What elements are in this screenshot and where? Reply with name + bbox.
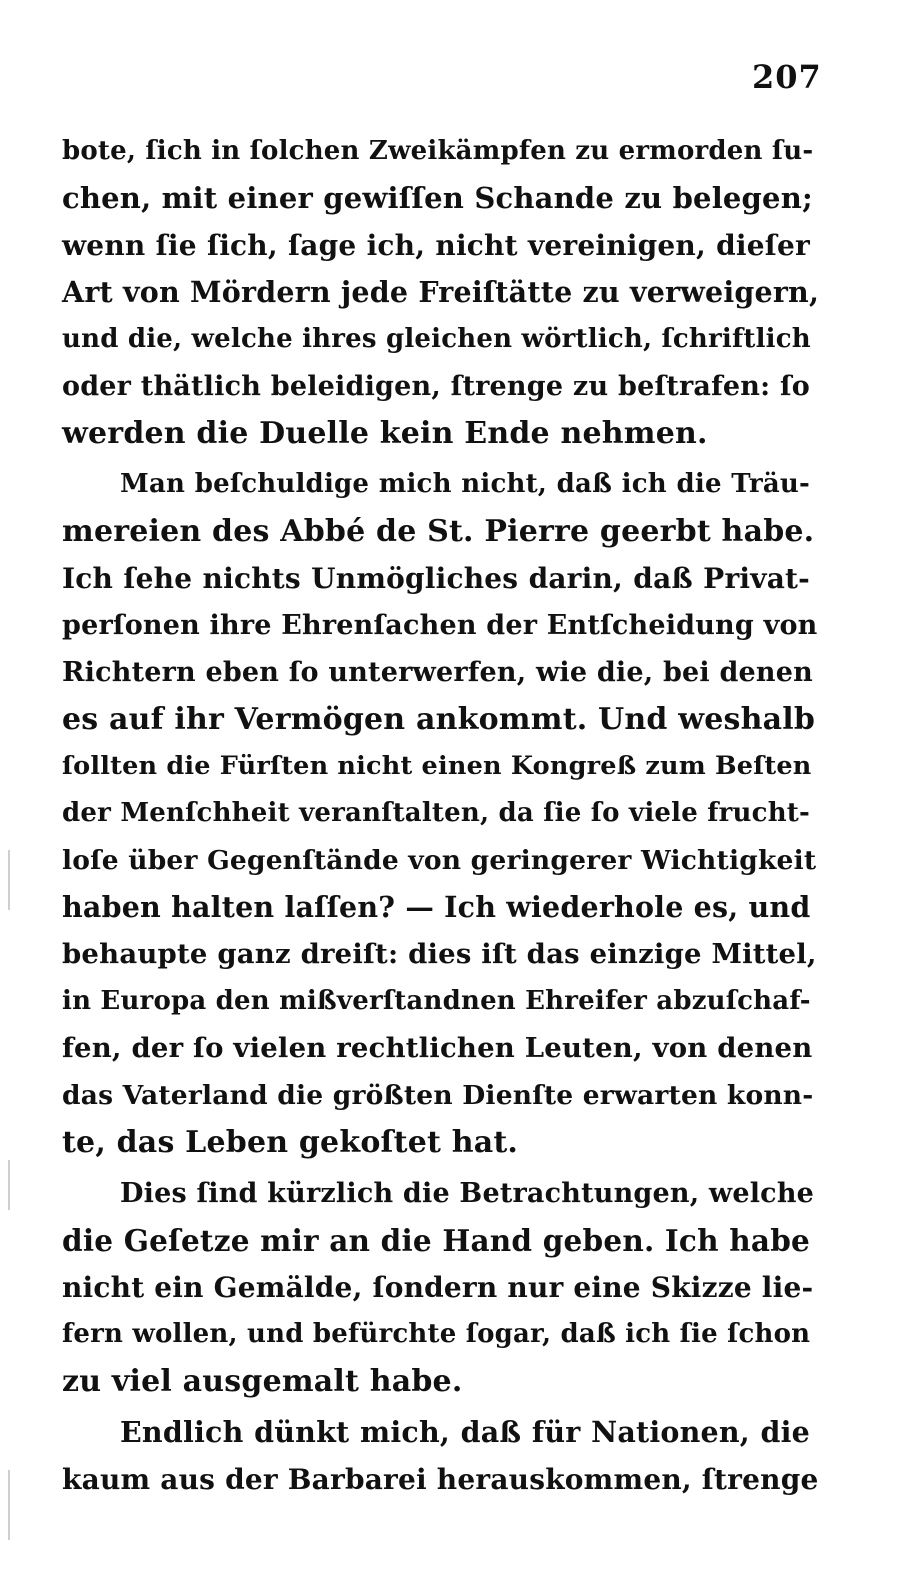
paragraph <box>62 1170 815 1405</box>
text-line: haben halten laſſen? — Ich wiederhole es, und <box>62 890 811 924</box>
page-number: 207 <box>752 58 822 96</box>
text-line: in Europa den mißverſtandnen Ehreifer abzuſchaf- <box>62 986 811 1016</box>
text-line: ſollten die Fürſten nicht einen Kongreß zum Beſten <box>62 751 812 781</box>
text-line: wenn ſie ſich, ſage ich, nicht vereinigen, dieſer <box>62 229 810 262</box>
text-line: das Vaterland die größten Dienſte erwarten konn- <box>62 1080 814 1111</box>
text-line: behaupte ganz dreiſt: dies iſt das einzige Mittel, <box>62 938 817 970</box>
text-line: Dies ſind kürzlich die Betrachtungen, welche <box>120 1178 815 1209</box>
text-line: nicht ein Gemälde, ſondern nur eine Skizze lie- <box>62 1271 814 1304</box>
text-line: Ich ſehe nichts Unmögliches darin, daß Privat- <box>62 562 810 595</box>
text-line: mereien des Abbé de St. Pierre geerbt habe. <box>62 514 815 549</box>
left-margin-mark <box>8 1160 10 1210</box>
body-text <box>62 128 820 1503</box>
paragraph <box>62 461 818 1166</box>
paragraph <box>62 1409 819 1503</box>
text-line: perſonen ihre Ehrenſachen der Entſcheidung von <box>62 610 818 641</box>
text-line: Richtern eben ſo unterwerfen, wie die, bei denen <box>62 657 813 688</box>
text-line: te, das Leben gekoſtet hat. <box>62 1125 519 1160</box>
text-line: loſe über Gegenſtände von geringerer Wichtigkeit <box>62 845 817 876</box>
text-line: die Geſetze mir an die Hand geben. Ich habe <box>62 1223 810 1258</box>
text-line: Endlich dünkt mich, daß für Nationen, die <box>120 1415 810 1449</box>
left-margin-mark <box>8 850 10 910</box>
text-line: kaum aus der Barbarei herauskommen, ſtrenge <box>62 1463 819 1496</box>
left-margin-mark <box>8 1470 10 1540</box>
text-line: werden die Duelle kein Ende nehmen. <box>62 416 708 451</box>
text-line: zu viel ausgemalt habe. <box>62 1364 463 1399</box>
text-line: und die, welche ihres gleichen wörtlich, ſchriftlich <box>62 324 811 354</box>
text-line: Art von Mördern jede Freiſtätte zu verweigern, <box>62 275 820 309</box>
text-line: chen, mit einer gewiſſen Schande zu belegen; <box>62 181 813 215</box>
text-line: oder thätlich beleidigen, ſtrenge zu beſtrafen: ſo <box>62 371 810 402</box>
paragraph <box>62 128 820 457</box>
text-line: fern wollen, und befürchte ſogar, daß ich ſie ſchon <box>62 1319 811 1349</box>
text-line: es auf ihr Vermögen ankommt. Und weshalb <box>62 702 816 737</box>
text-line: der Menſchheit veranſtalten, da ſie ſo viele frucht- <box>62 798 810 828</box>
text-line: fen, der ſo vielen rechtlichen Leuten, von denen <box>62 1032 813 1064</box>
text-line: Man beſchuldige mich nicht, daß ich die Träu- <box>120 469 810 499</box>
text-line: bote, ſich in ſolchen Zweikämpfen zu ermorden ſu- <box>62 136 814 166</box>
